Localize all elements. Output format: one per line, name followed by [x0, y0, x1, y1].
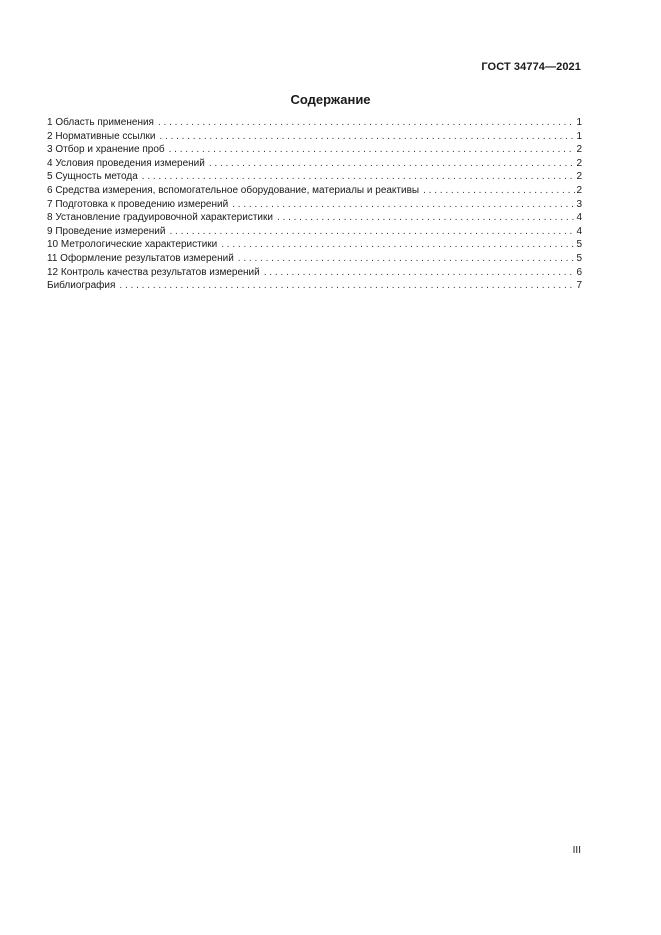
toc-entry-text: 8 Установление градуировочной характеристики [47, 212, 273, 224]
toc-entry-page: 6 [576, 266, 582, 278]
toc-entry-8[interactable] [47, 211, 582, 225]
toc-dot-leader [169, 225, 575, 239]
toc-entry-text: 4 Условия проведения измерений [47, 157, 205, 169]
toc-entry-page: 2 [576, 184, 582, 196]
toc-entry-page: 2 [576, 157, 582, 169]
table-of-contents [47, 116, 582, 293]
toc-entry-text: 6 Средства измерения, вспомогательное оборудование, материалы и реактивы [47, 184, 420, 196]
toc-entry-page: 4 [576, 212, 582, 224]
toc-entry-text: Библиография [47, 280, 116, 292]
toc-entry-page: 2 [576, 144, 582, 156]
toc-dot-leader [238, 252, 576, 266]
toc-entry-1[interactable] [47, 116, 582, 130]
toc-dot-leader [142, 170, 576, 184]
toc-entry-page: 5 [576, 239, 582, 251]
toc-entry-12[interactable] [47, 266, 582, 280]
toc-dot-leader [232, 198, 575, 212]
toc-entry-11[interactable] [47, 252, 582, 266]
toc-entry-6[interactable] [47, 184, 582, 198]
toc-title: Содержание [290, 92, 371, 107]
toc-dot-leader [209, 157, 576, 171]
toc-dot-leader [169, 143, 576, 157]
toc-dot-leader [221, 238, 575, 252]
toc-entry-bibliography[interactable] [47, 279, 582, 293]
toc-entry-text: 5 Сущность метода [47, 171, 138, 183]
toc-entry-page: 2 [576, 171, 582, 183]
toc-entry-text: 12 Контроль качества результатов измерений [47, 266, 260, 278]
document-code: ГОСТ 34774—2021 [481, 61, 581, 73]
toc-entry-page: 1 [576, 117, 582, 128]
toc-dot-leader [159, 130, 575, 144]
toc-entry-7[interactable] [47, 198, 582, 212]
toc-entry-text: 2 Нормативные ссылки [47, 130, 156, 142]
toc-dot-leader [277, 211, 575, 225]
toc-dot-leader [264, 266, 576, 280]
toc-entry-2[interactable] [47, 130, 582, 144]
toc-dot-leader [158, 116, 575, 130]
toc-entry-10[interactable] [47, 238, 582, 252]
toc-entry-text: 7 Подготовка к проведению измерений [47, 198, 229, 210]
page-number: III [572, 845, 581, 856]
toc-entry-text: 1 Область применения [47, 117, 154, 128]
toc-entry-9[interactable] [47, 225, 582, 239]
toc-entry-4[interactable] [47, 157, 582, 171]
toc-entry-page: 1 [576, 130, 582, 142]
toc-entry-page: 3 [576, 198, 582, 210]
toc-entry-text: 11 Оформление результатов измерений [47, 252, 234, 264]
toc-entry-3[interactable] [47, 143, 582, 157]
toc-entry-text: 9 Проведение измерений [47, 225, 166, 237]
toc-entry-text: 10 Метрологические характеристики [47, 239, 218, 251]
toc-entry-page: 5 [576, 252, 582, 264]
toc-dot-leader [119, 279, 575, 293]
toc-dot-leader [423, 184, 575, 198]
toc-entry-page: 4 [576, 225, 582, 237]
toc-entry-5[interactable] [47, 170, 582, 184]
toc-entry-page: 7 [576, 280, 582, 292]
toc-entry-text: 3 Отбор и хранение проб [47, 144, 165, 156]
